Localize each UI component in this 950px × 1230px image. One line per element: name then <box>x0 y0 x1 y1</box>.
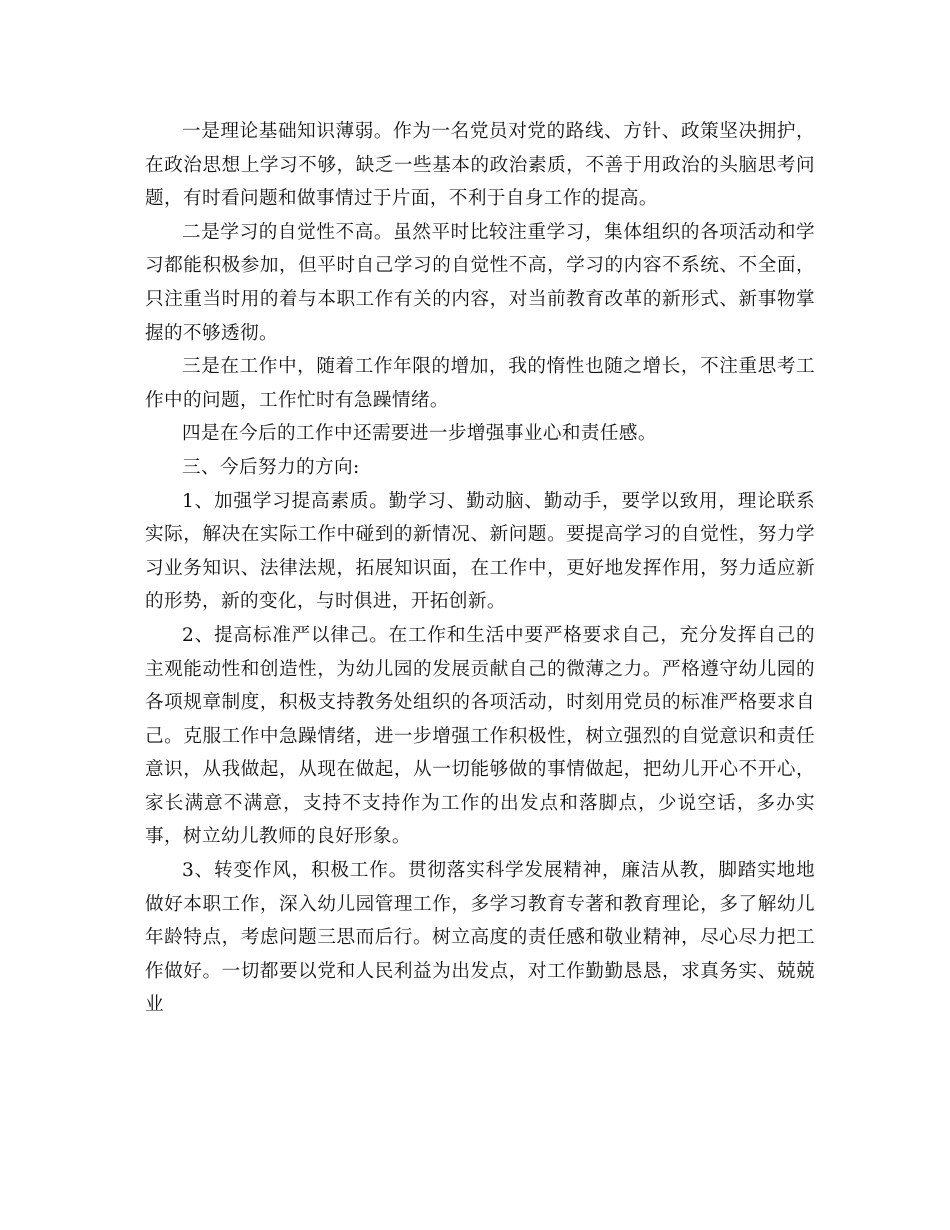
paragraph-weakness-theory: 一是理论基础知识薄弱。作为一名党员对党的路线、方针、政策坚决拥护，在政治思想上学习不够，缺乏一些基本的政治素质，不善于用政治的头脑思考问题，有时看问题和做事情过于片面，不利于自身工作的提高。 <box>145 121 815 210</box>
paragraph-weakness-responsibility: 四是在今后的工作中还需要进一步增强事业心和责任感。 <box>182 423 657 445</box>
section-heading-future-direction: 三、今后努力的方向: <box>182 456 360 478</box>
paragraph-weakness-self-study: 二是学习的自觉性不高。虽然平时比较注重学习，集体组织的各项活动和学习都能积极参加，但平时自己学习的自觉性不高，学习的内容不系统、不全面，只注重当时用的着与本职工作有关的内容，对当前教育改革的新形式、新事物掌握的不够透彻。 <box>145 221 815 344</box>
paragraph-direction-work-style: 3、转变作风，积极工作。贯彻落实科学发展精神，廉洁从教，脚踏实地地做好本职工作，深入幼儿园管理工作，多学习教育专著和教育理论，多了解幼儿年龄特点，考虑问题三思而后行。树立高度的责任感和敬业精神，尽心尽力把工作做好。一切都要以党和人民利益为出发点，对工作勤勤恳恳，求真务实、兢兢业 <box>145 860 815 1016</box>
paragraph-direction-study: 1、加强学习提高素质。勤学习、勤动脑、勤动手，要学以致用，理论联系实际，解决在实际工作中碰到的新情况、新问题。要提高学习的自觉性，努力学习业务知识、法律法规，拓展知识面，在工作中，更好地发挥作用，努力适应新的形势，新的变化，与时俱进，开拓创新。 <box>145 490 815 613</box>
paragraph-weakness-inertia: 三是在工作中，随着工作年限的增加，我的惰性也随之增长，不注重思考工作中的问题，工作忙时有急躁情绪。 <box>145 356 815 411</box>
document-body <box>145 115 815 1022</box>
paragraph-direction-self-discipline: 2、提高标准严以律己。在工作和生活中要严格要求自己，充分发挥自己的主观能动性和创造性，为幼儿园的发展贡献自己的微薄之力。严格遵守幼儿园的各项规章制度，积极支持教务处组织的各项活动，时刻用党员的标准严格要求自己。克服工作中急躁情绪，进一步增强工作积极性，树立强烈的自觉意识和责任意识，从我做起，从现在做起，从一切能够做的事情做起，把幼儿开心不开心，家长满意不满意，支持不支持作为工作的出发点和落脚点，少说空话，多办实事，树立幼儿教师的良好形象。 <box>145 624 815 848</box>
